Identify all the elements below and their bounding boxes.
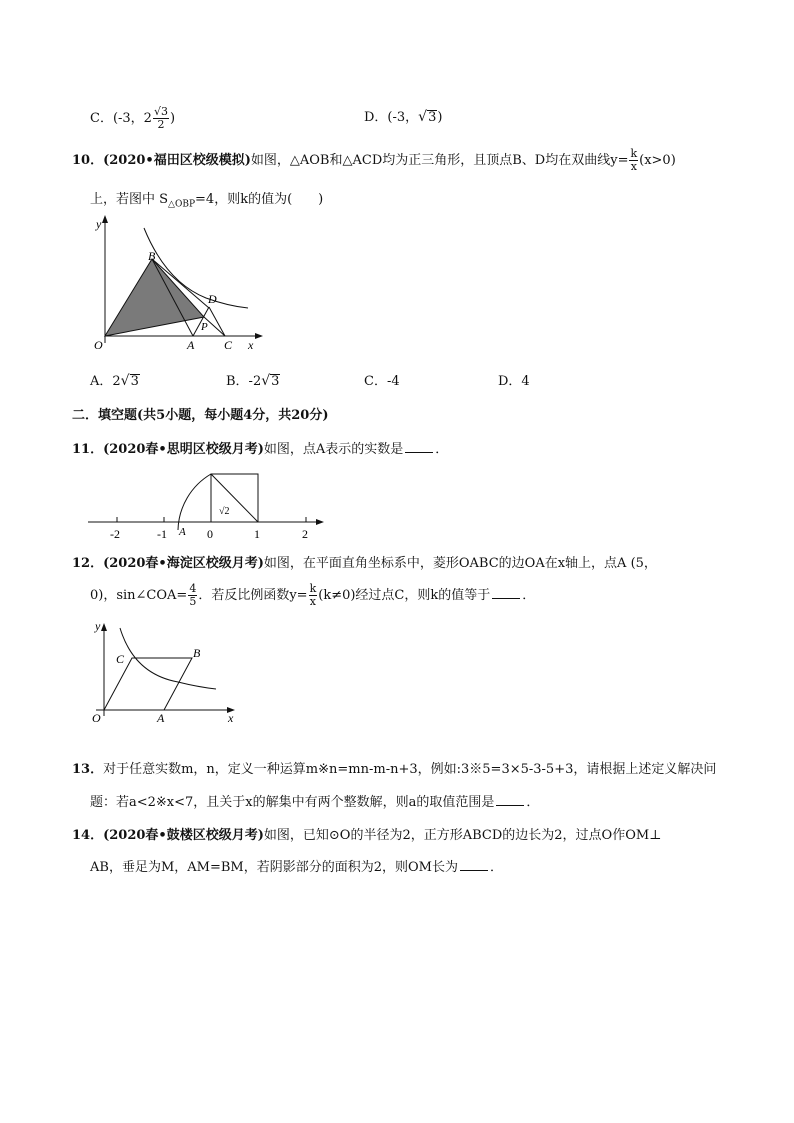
label-x: x <box>248 338 254 352</box>
label-c: C <box>224 338 233 352</box>
q11-figure <box>88 462 328 542</box>
q12-line2: 0)，sin∠COA= $\frac{4}{5}$ ．若反比例函数y= $\frac{k}{x}$ (k≠0)经过点C，则k的值等于 ． <box>90 582 536 608</box>
q13-line2: 题：若a<2※x<7，且关于x的解集中有两个整数解，则a的取值范围是 ． <box>90 795 540 810</box>
q13-line1: 13．对于任意实数m，n，定义一种运算m※n=mn-m-n+3，例如:3※5=3×5-3-5+3，请根据上述定义解决问 <box>72 762 717 777</box>
label-a: A <box>187 338 195 352</box>
q11-blank <box>405 440 433 453</box>
label-sqrt2: √2 <box>219 506 230 517</box>
label-d: D <box>208 292 217 306</box>
shaded-triangle-obp <box>105 259 204 336</box>
y-axis-arrow <box>102 215 108 223</box>
q10-line1: 10．(2020•福田区校级模拟)如图，△AOB和△ACD均为正三角形，且顶点B、D均在双曲线y= $\frac{k}{x}$ (x>0) <box>72 147 676 173</box>
label-x: x <box>228 711 234 725</box>
label-o: O <box>92 711 101 725</box>
label-b: B <box>193 646 201 660</box>
q11-text: 11．(2020春•思明区校级月考)如图，点A表示的实数是 ． <box>72 442 449 457</box>
label-b: B <box>148 249 156 263</box>
label-a: A <box>179 526 186 538</box>
tick-label-0: 0 <box>207 527 213 541</box>
q12-line1: 12．(2020春•海淀区校级月考)如图，在平面直角坐标系中，菱形OABC的边OA在x轴上，点A (5， <box>72 556 657 571</box>
q10-option-a: A．2√3 <box>90 373 139 389</box>
tick-label-neg2: -2 <box>110 527 120 541</box>
label-o: O <box>94 338 103 352</box>
segment-dc <box>209 307 225 336</box>
q10-figure <box>88 210 268 355</box>
tick-label-neg1: -1 <box>157 527 167 541</box>
q14-line2: AB，垂足为M，AM=BM，若阴影部分的面积为2，则OM长为 ． <box>90 860 503 875</box>
q14-blank <box>460 858 488 871</box>
tick-label-2: 2 <box>302 527 308 541</box>
tick-label-1: 1 <box>254 527 260 541</box>
label-c: C <box>116 652 125 666</box>
label-p: P <box>201 321 208 333</box>
label-a: A <box>157 711 165 725</box>
q10-option-c: C．-4 <box>364 374 400 389</box>
q12-blank <box>492 586 520 599</box>
q10-option-d: D．4 <box>498 374 530 389</box>
q12-figure <box>88 616 248 728</box>
q9-option-d: D．(-3，√3) <box>364 109 443 125</box>
q9-option-c: C．(-3，2 $\frac{√3}{2}$ ) <box>90 105 176 131</box>
q14-line1: 14．(2020春•鼓楼区校级月考)如图，已知⊙O的半径为2，正方形ABCD的边长为2，过点O作OM⊥ <box>72 828 662 843</box>
q10-line2: 上，若图中 $S_{\triangle OBP}=4$，则k的值为( ) <box>90 192 324 210</box>
label-y: y <box>96 217 102 231</box>
number-line-arrow <box>316 519 324 525</box>
x-axis-arrow <box>255 333 263 339</box>
section-2-heading: 二．填空题(共5小题，每小题4分，共20分) <box>72 408 329 423</box>
q10-option-b: B．-2√3 <box>226 373 280 389</box>
label-y: y <box>95 619 101 633</box>
q13-blank <box>496 793 524 806</box>
